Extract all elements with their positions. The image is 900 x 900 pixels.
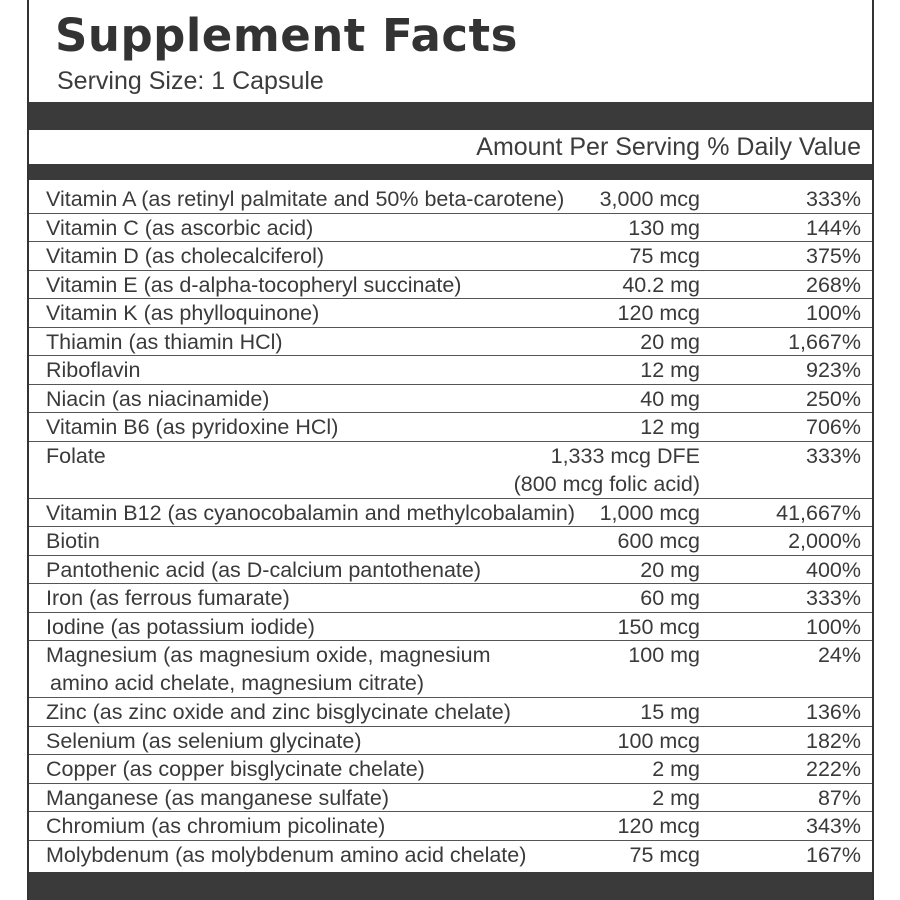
- nutrient-name: [46, 755, 425, 783]
- daily-value: 333%: [806, 443, 861, 468]
- amount-line: 1,000 mcg: [599, 500, 700, 525]
- nutrient-name-line: Chromium (as chromium picolinate): [46, 814, 386, 838]
- amount-per-serving: [640, 413, 700, 441]
- daily-value: 167%: [806, 842, 861, 867]
- daily-value: 333%: [806, 187, 861, 211]
- table-row: [29, 641, 872, 698]
- nutrient-name: [46, 613, 315, 641]
- daily-value: 268%: [806, 272, 861, 297]
- nutrient-name: [46, 784, 389, 812]
- nutrient-name-line: Vitamin A (as retinyl palmitate and 50% beta-carotene): [46, 187, 565, 211]
- table-row: [29, 242, 872, 271]
- table-row: [29, 841, 872, 870]
- nutrient-name-line: Vitamin C (as ascorbic acid): [46, 215, 314, 240]
- daily-value: 706%: [806, 415, 861, 439]
- amount-per-serving: [629, 242, 700, 270]
- nutrient-name-line: Vitamin D (as cholecalciferol): [46, 244, 325, 268]
- nutrient-name-line: Magnesium (as magnesium oxide, magnesium: [46, 643, 491, 667]
- header-daily-value: % Daily Value: [707, 133, 861, 161]
- nutrient-name-line: Vitamin B12 (as cyanocobalamin and methylcobalamin): [46, 500, 576, 525]
- amount-per-serving: [652, 755, 700, 783]
- daily-value: 343%: [806, 814, 861, 838]
- nutrient-name: [46, 527, 100, 555]
- daily-value: 400%: [806, 557, 861, 582]
- nutrient-name: [46, 413, 338, 441]
- amount-line: 15 mg: [640, 700, 700, 724]
- page-title: Supplement Facts: [55, 9, 518, 62]
- nutrient-name: [46, 185, 564, 213]
- nutrient-name-line: Iodine (as potassium iodide): [46, 614, 315, 639]
- amount-per-serving: [618, 613, 700, 641]
- amount-per-serving: [640, 584, 700, 612]
- amount-per-serving: [618, 299, 700, 327]
- daily-value: 24%: [817, 643, 861, 667]
- nutrient-name: [46, 812, 385, 840]
- daily-value: 250%: [806, 386, 861, 411]
- table-row: [29, 613, 872, 642]
- amount-line: 12 mg: [640, 358, 700, 382]
- table-row: [29, 698, 872, 727]
- nutrient-name: [46, 442, 106, 470]
- daily-value: 100%: [806, 301, 861, 325]
- nutrient-name-line: Iron (as ferrous fumarate): [46, 586, 290, 610]
- daily-value: 375%: [806, 244, 861, 268]
- nutrient-name: [46, 356, 140, 384]
- daily-value: 144%: [806, 215, 861, 240]
- supplement-facts-panel: [27, 0, 874, 900]
- table-row: [29, 812, 872, 841]
- nutrient-name: [46, 214, 313, 242]
- daily-value: 2,000%: [788, 529, 861, 553]
- nutrient-name-line: Vitamin B6 (as pyridoxine HCl): [46, 415, 339, 439]
- amount-line: 2 mg: [652, 757, 700, 781]
- amount-line: 20 mg: [640, 557, 700, 582]
- header-amount-per-serving: Amount Per Serving: [476, 133, 700, 161]
- table-row: [29, 185, 872, 214]
- nutrient-name-line: Thiamin (as thiamin HCl): [46, 329, 283, 354]
- table-row: [29, 356, 872, 385]
- nutrient-name: [46, 385, 269, 413]
- amount-line: 100 mcg: [617, 728, 700, 753]
- amount-line: 600 mcg: [617, 529, 700, 553]
- table-row: [29, 727, 872, 756]
- table-row: [29, 584, 872, 613]
- table-row: [29, 214, 872, 243]
- amount-per-serving: [652, 784, 700, 812]
- amount-line: 130 mg: [628, 215, 700, 240]
- nutrient-name: [46, 299, 319, 327]
- nutrient-name-line: Zinc (as zinc oxide and zinc bisglycinate chelate): [46, 700, 511, 724]
- daily-value: 333%: [806, 586, 861, 610]
- nutrient-name-line: Niacin (as niacinamide): [46, 386, 270, 411]
- table-row: [29, 527, 872, 556]
- amount-per-serving: [640, 328, 700, 356]
- serving-size: Serving Size: 1 Capsule: [57, 67, 324, 95]
- amount-line: 2 mg: [652, 785, 700, 810]
- nutrient-name: [46, 698, 511, 726]
- nutrient-name: [46, 841, 526, 869]
- nutrient-table: [29, 185, 872, 869]
- amount-per-serving: [618, 812, 700, 840]
- amount-per-serving: [618, 727, 700, 755]
- daily-value: 923%: [806, 358, 861, 382]
- daily-value: 87%: [817, 785, 861, 810]
- amount-line: 60 mg: [640, 586, 700, 610]
- table-row: [29, 413, 872, 442]
- daily-value: 100%: [806, 614, 861, 639]
- nutrient-name-line: Vitamin E (as d-alpha-tocopheryl succinate): [46, 272, 462, 297]
- amount-line: 120 mcg: [617, 814, 700, 838]
- nutrient-name-line: Biotin: [46, 529, 100, 553]
- amount-line: 150 mcg: [617, 614, 700, 639]
- table-row: [29, 499, 872, 528]
- nutrient-name: [46, 242, 324, 270]
- amount-line: 3,000 mcg: [599, 187, 700, 211]
- amount-per-serving: [514, 442, 700, 498]
- nutrient-name-line: Riboflavin: [46, 358, 141, 382]
- daily-value: 136%: [806, 700, 861, 724]
- table-row: [29, 556, 872, 585]
- amount-per-serving: [622, 271, 700, 299]
- amount-per-serving: [629, 841, 700, 869]
- nutrient-name-line: Copper (as copper bisglycinate chelate): [46, 757, 425, 781]
- amount-line: 20 mg: [640, 329, 700, 354]
- amount-line: 75 mcg: [629, 842, 700, 867]
- amount-line: 12 mg: [640, 415, 700, 439]
- divider-bar-bottom: [29, 872, 872, 900]
- amount-line: 75 mcg: [629, 244, 700, 268]
- amount-line: 100 mg: [628, 643, 700, 667]
- amount-per-serving: [640, 356, 700, 384]
- amount-per-serving: [618, 527, 700, 555]
- nutrient-name: [46, 556, 481, 584]
- table-row: [29, 442, 872, 499]
- divider-bar-top: [29, 102, 872, 130]
- table-row: [29, 385, 872, 414]
- table-row: [29, 299, 872, 328]
- nutrient-name-line: Pantothenic acid (as D-calcium pantothenate): [46, 557, 482, 582]
- nutrient-name-line: Selenium (as selenium glycinate): [46, 728, 362, 753]
- nutrient-name-line: Molybdenum (as molybdenum amino acid chelate): [46, 842, 527, 867]
- nutrient-name: [46, 727, 361, 755]
- amount-line-2: (800 mcg folic acid): [513, 471, 700, 496]
- nutrient-name: [46, 499, 575, 527]
- amount-line: 40.2 mg: [622, 272, 700, 297]
- nutrient-name: [46, 641, 491, 697]
- amount-per-serving: [640, 556, 700, 584]
- nutrient-name-line-2: amino acid chelate, magnesium citrate): [50, 671, 425, 695]
- amount-per-serving: [640, 385, 700, 413]
- amount-line: 120 mcg: [617, 301, 700, 325]
- amount-line: 1,333 mcg DFE: [550, 443, 700, 468]
- divider-bar-middle: [29, 164, 872, 180]
- daily-value: 222%: [806, 757, 861, 781]
- nutrient-name: [46, 271, 461, 299]
- table-row: [29, 271, 872, 300]
- nutrient-name-line: Folate: [46, 443, 106, 468]
- amount-per-serving: [628, 214, 700, 242]
- amount-per-serving: [640, 698, 700, 726]
- table-row: [29, 784, 872, 813]
- nutrient-name-line: Vitamin K (as phylloquinone): [46, 301, 320, 325]
- daily-value: 41,667%: [776, 500, 861, 525]
- amount-per-serving: [628, 641, 700, 669]
- nutrient-name-line: Manganese (as manganese sulfate): [46, 785, 390, 810]
- amount-per-serving: [600, 185, 700, 213]
- amount-per-serving: [600, 499, 700, 527]
- nutrient-name: [46, 584, 290, 612]
- amount-line: 40 mg: [640, 386, 700, 411]
- table-row: [29, 755, 872, 784]
- nutrient-name: [46, 328, 283, 356]
- daily-value: 1,667%: [788, 329, 861, 354]
- daily-value: 182%: [806, 728, 861, 753]
- table-row: [29, 328, 872, 357]
